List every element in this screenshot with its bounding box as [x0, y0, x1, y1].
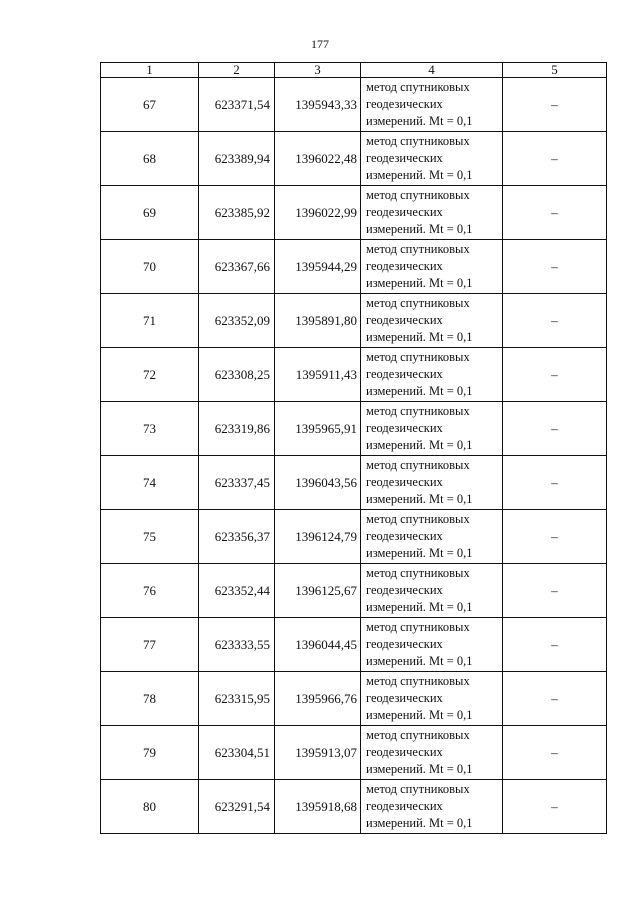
method-description: [361, 186, 503, 240]
note-dash: –: [503, 510, 607, 564]
coordinate-x: 623367,66: [199, 240, 275, 294]
coordinate-y: 1396022,99: [275, 186, 361, 240]
table-row: [101, 780, 607, 834]
point-number: 69: [101, 186, 199, 240]
table-row: [101, 402, 607, 456]
note-dash: –: [503, 618, 607, 672]
table-row: [101, 348, 607, 402]
coordinate-x: 623308,25: [199, 348, 275, 402]
point-number: 78: [101, 672, 199, 726]
coordinate-y: 1396022,48: [275, 132, 361, 186]
method-line: метод спутниковых: [366, 296, 470, 310]
coordinate-x: 623315,95: [199, 672, 275, 726]
method-line: геодезических: [366, 745, 443, 759]
coordinate-x: 623337,45: [199, 456, 275, 510]
point-number: 80: [101, 780, 199, 834]
table-row: [101, 78, 607, 132]
point-number: 76: [101, 564, 199, 618]
note-dash: –: [503, 132, 607, 186]
column-header-4: 4: [361, 63, 503, 78]
method-line: метод спутниковых: [366, 620, 470, 634]
note-dash: –: [503, 726, 607, 780]
table-row: [101, 564, 607, 618]
method-line: метод спутниковых: [366, 350, 470, 364]
method-description: [361, 780, 503, 834]
table-row: [101, 132, 607, 186]
method-line: измерений. Mt = 0,1: [366, 546, 473, 560]
method-line: геодезических: [366, 313, 443, 327]
coordinate-y: 1395918,68: [275, 780, 361, 834]
point-number: 75: [101, 510, 199, 564]
method-description: [361, 348, 503, 402]
coordinates-table: [100, 62, 607, 834]
table-row: [101, 294, 607, 348]
table-row: [101, 186, 607, 240]
coordinate-y: 1395913,07: [275, 726, 361, 780]
coordinate-y: 1395943,33: [275, 78, 361, 132]
note-dash: –: [503, 348, 607, 402]
coordinate-y: 1396125,67: [275, 564, 361, 618]
method-line: метод спутниковых: [366, 188, 470, 202]
table-row: [101, 726, 607, 780]
method-line: геодезических: [366, 691, 443, 705]
column-header-2: 2: [199, 63, 275, 78]
method-line: геодезических: [366, 367, 443, 381]
method-line: измерений. Mt = 0,1: [366, 600, 473, 614]
point-number: 68: [101, 132, 199, 186]
method-line: метод спутниковых: [366, 512, 470, 526]
note-dash: –: [503, 294, 607, 348]
table-row: [101, 240, 607, 294]
table-row: [101, 510, 607, 564]
coordinate-y: 1395966,76: [275, 672, 361, 726]
coordinate-x: 623352,09: [199, 294, 275, 348]
coordinate-x: 623352,44: [199, 564, 275, 618]
table-row: [101, 672, 607, 726]
note-dash: –: [503, 402, 607, 456]
coordinate-x: 623333,55: [199, 618, 275, 672]
method-line: измерений. Mt = 0,1: [366, 384, 473, 398]
method-line: измерений. Mt = 0,1: [366, 654, 473, 668]
column-header-5: 5: [503, 63, 607, 78]
point-number: 71: [101, 294, 199, 348]
column-header-1: 1: [101, 63, 199, 78]
method-line: измерений. Mt = 0,1: [366, 330, 473, 344]
method-line: измерений. Mt = 0,1: [366, 168, 473, 182]
method-line: геодезических: [366, 475, 443, 489]
note-dash: –: [503, 564, 607, 618]
method-line: метод спутниковых: [366, 80, 470, 94]
note-dash: –: [503, 78, 607, 132]
method-line: измерений. Mt = 0,1: [366, 114, 473, 128]
method-description: [361, 240, 503, 294]
point-number: 72: [101, 348, 199, 402]
table-row: [101, 456, 607, 510]
method-line: метод спутниковых: [366, 728, 470, 742]
note-dash: –: [503, 672, 607, 726]
column-header-3: 3: [275, 63, 361, 78]
method-description: [361, 672, 503, 726]
method-description: [361, 78, 503, 132]
method-line: геодезических: [366, 637, 443, 651]
method-description: [361, 456, 503, 510]
method-description: [361, 618, 503, 672]
method-line: геодезических: [366, 583, 443, 597]
method-line: метод спутниковых: [366, 782, 470, 796]
method-description: [361, 402, 503, 456]
table-header: [101, 63, 607, 78]
point-number: 77: [101, 618, 199, 672]
method-line: метод спутниковых: [366, 458, 470, 472]
point-number: 74: [101, 456, 199, 510]
coordinate-y: 1396043,56: [275, 456, 361, 510]
point-number: 73: [101, 402, 199, 456]
method-line: геодезических: [366, 799, 443, 813]
point-number: 67: [101, 78, 199, 132]
coordinate-y: 1395911,43: [275, 348, 361, 402]
method-description: [361, 132, 503, 186]
method-line: измерений. Mt = 0,1: [366, 708, 473, 722]
coordinate-y: 1396044,45: [275, 618, 361, 672]
method-line: измерений. Mt = 0,1: [366, 438, 473, 452]
coordinate-y: 1395965,91: [275, 402, 361, 456]
coordinate-x: 623389,94: [199, 132, 275, 186]
coordinate-y: 1395891,80: [275, 294, 361, 348]
table-body: [101, 78, 607, 834]
method-description: [361, 294, 503, 348]
note-dash: –: [503, 456, 607, 510]
coordinate-y: 1395944,29: [275, 240, 361, 294]
coordinate-x: 623304,51: [199, 726, 275, 780]
method-line: измерений. Mt = 0,1: [366, 276, 473, 290]
method-line: геодезических: [366, 259, 443, 273]
method-line: измерений. Mt = 0,1: [366, 762, 473, 776]
method-description: [361, 510, 503, 564]
method-line: метод спутниковых: [366, 404, 470, 418]
method-line: измерений. Mt = 0,1: [366, 816, 473, 830]
method-line: метод спутниковых: [366, 674, 470, 688]
coordinate-x: 623356,37: [199, 510, 275, 564]
coordinate-y: 1396124,79: [275, 510, 361, 564]
method-line: геодезических: [366, 205, 443, 219]
point-number: 79: [101, 726, 199, 780]
method-line: геодезических: [366, 97, 443, 111]
table-row: [101, 618, 607, 672]
point-number: 70: [101, 240, 199, 294]
method-line: геодезических: [366, 529, 443, 543]
note-dash: –: [503, 186, 607, 240]
note-dash: –: [503, 780, 607, 834]
method-line: измерений. Mt = 0,1: [366, 222, 473, 236]
page-number: 177: [311, 37, 329, 51]
method-line: метод спутниковых: [366, 566, 470, 580]
coordinate-x: 623371,54: [199, 78, 275, 132]
method-line: метод спутниковых: [366, 134, 470, 148]
method-line: измерений. Mt = 0,1: [366, 492, 473, 506]
method-description: [361, 726, 503, 780]
coordinate-x: 623291,54: [199, 780, 275, 834]
coordinate-x: 623385,92: [199, 186, 275, 240]
method-line: геодезических: [366, 151, 443, 165]
note-dash: –: [503, 240, 607, 294]
method-line: геодезических: [366, 421, 443, 435]
method-line: метод спутниковых: [366, 242, 470, 256]
method-description: [361, 564, 503, 618]
coordinate-x: 623319,86: [199, 402, 275, 456]
header-row: [101, 63, 607, 78]
